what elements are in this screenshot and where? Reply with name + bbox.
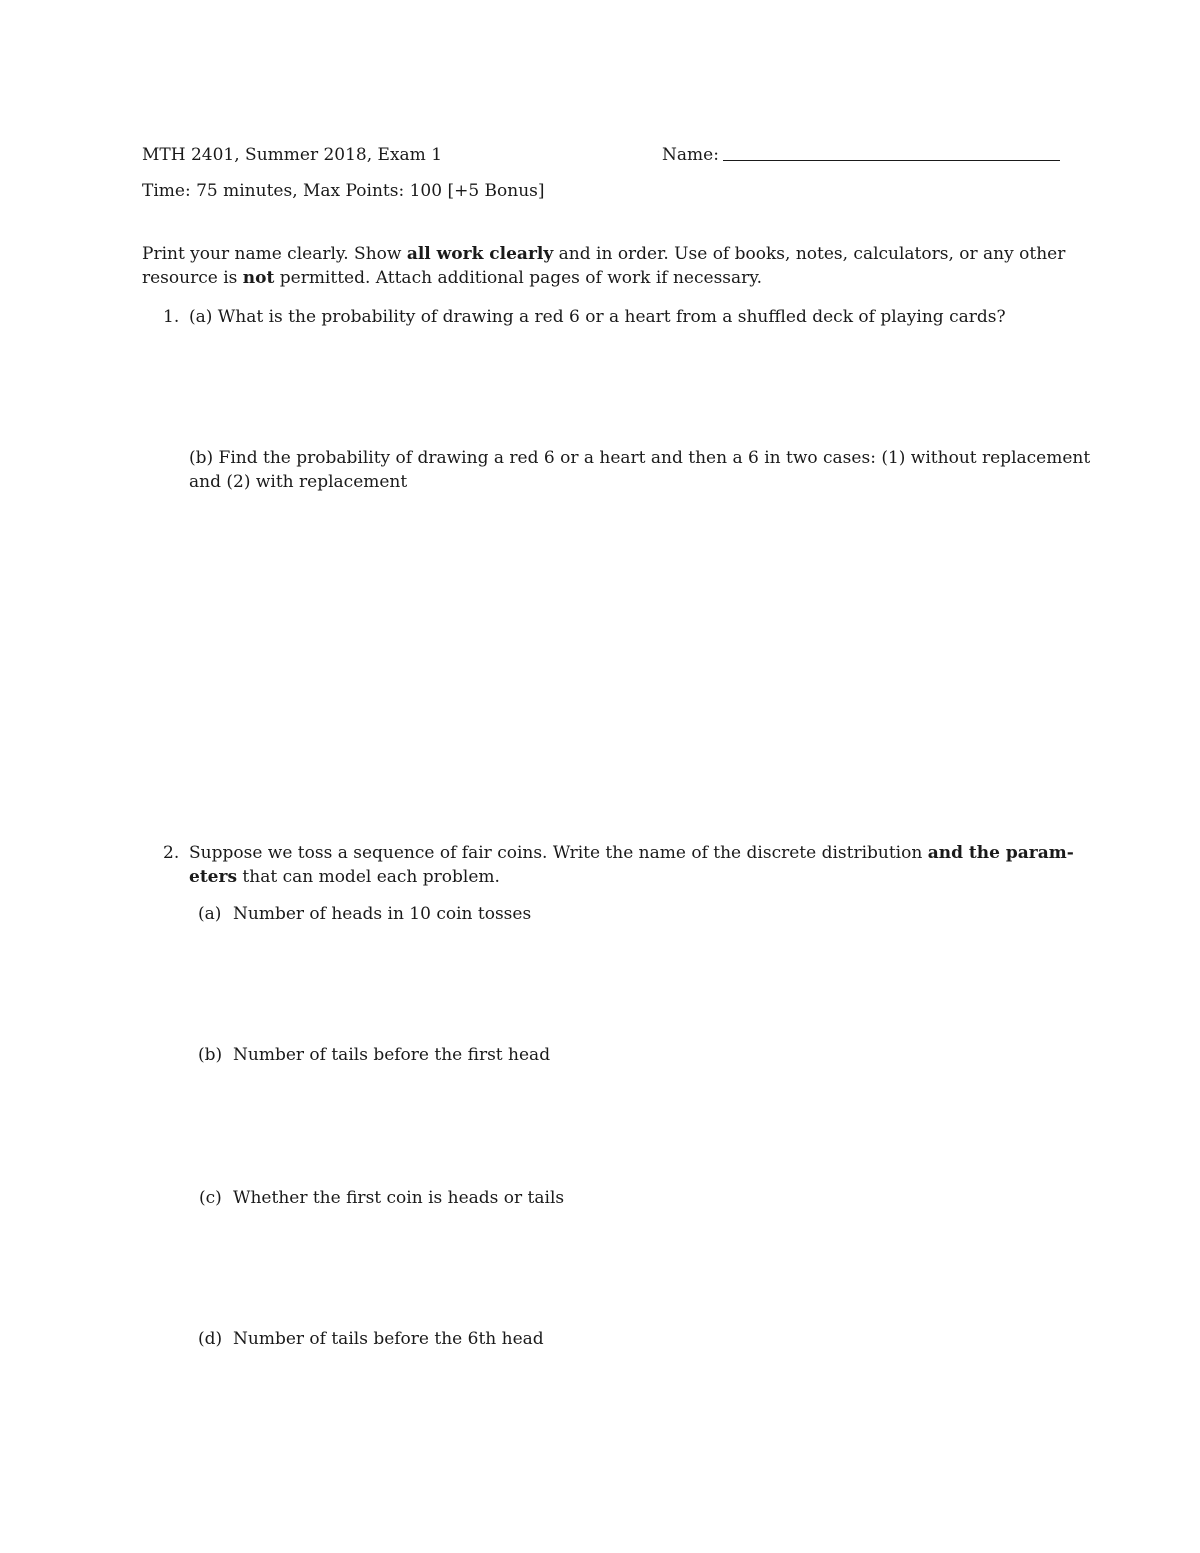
question-2-prompt-line-2 — [189, 865, 500, 889]
question-1a-text: (a) What is the probability of drawing a red 6 or a heart from a shuffled deck of playing cards? — [189, 307, 1006, 327]
instructions-text-rest: and in order. Use of books, notes, calculators, or any other — [553, 244, 1066, 264]
time-points-line: Time: 75 minutes, Max Points: 100 [+5 Bonus] — [142, 181, 545, 201]
name-blank-line — [723, 160, 1060, 161]
question-2d-text: Number of tails before the 6th head — [233, 1329, 544, 1349]
name-label: Name: — [662, 145, 719, 165]
question-2-prompt-emphasis: and the param- — [927, 843, 1074, 863]
instructions-text: Print your name clearly. Show — [142, 244, 407, 264]
question-1b-text-line-1: (b) Find the probability of drawing a red 6 or a heart and then a 6 in two cases: (1) without replacement — [189, 448, 1091, 468]
question-2-number: 2. — [163, 843, 180, 863]
instructions-text-2b: permitted. Attach additional pages of work if necessary. — [274, 268, 763, 288]
question-2c-label: (c) — [199, 1188, 222, 1208]
question-1b-text-line-2: and (2) with replacement — [189, 472, 408, 492]
instructions-emphasis-not: not — [242, 268, 275, 288]
question-2-prompt-text-2: that can model each problem. — [237, 867, 500, 887]
question-2d-label: (d) — [198, 1329, 223, 1349]
question-2-prompt-emphasis-2: eters — [189, 867, 238, 887]
question-2b-text: Number of tails before the first head — [233, 1045, 551, 1065]
question-2a-text: Number of heads in 10 coin tosses — [233, 904, 532, 924]
exam-title: MTH 2401, Summer 2018, Exam 1 — [142, 145, 443, 165]
question-2b-label: (b) — [198, 1045, 223, 1065]
instructions-text-2a: resource is — [142, 268, 243, 288]
instructions-line-1 — [142, 242, 1065, 266]
question-2c-text: Whether the first coin is heads or tails — [233, 1188, 565, 1208]
instructions-emphasis: all work clearly — [406, 244, 554, 264]
question-2a-label: (a) — [198, 904, 222, 924]
question-2-prompt-line-1 — [189, 841, 1074, 865]
question-2-prompt-text: Suppose we toss a sequence of fair coins. Write the name of the discrete distribution — [189, 843, 928, 863]
question-1-number: 1. — [163, 307, 180, 327]
instructions-line-2 — [142, 266, 762, 290]
